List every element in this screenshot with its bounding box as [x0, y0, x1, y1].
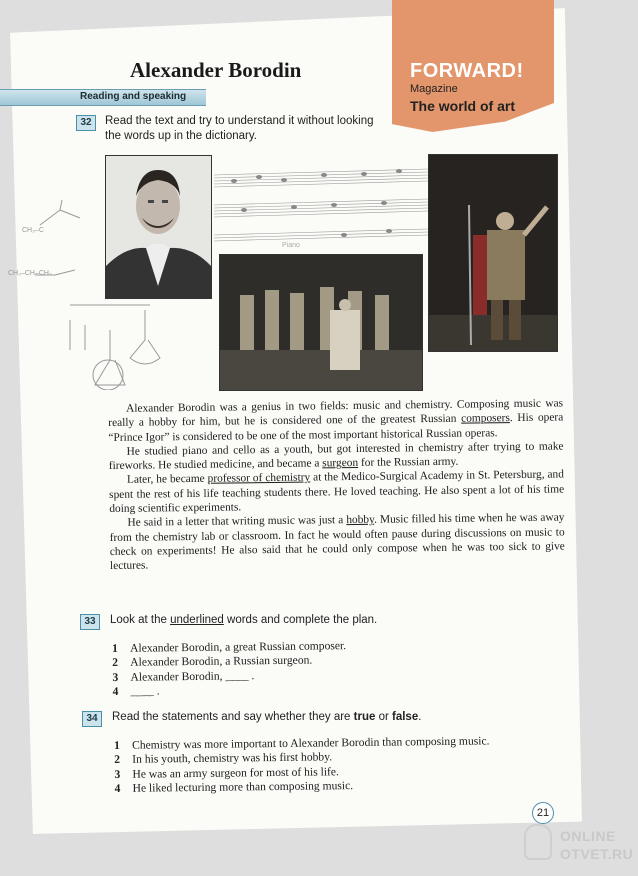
- underlined-word-professor: professor of chemistry: [207, 472, 311, 486]
- underlined-word-composers: composers: [461, 412, 510, 425]
- exercise-33-number: 33: [80, 614, 100, 630]
- list-item: 1 Alexander Borodin, a great Russian composer.: [112, 639, 347, 655]
- prince-igor-photo: [428, 154, 558, 352]
- list-item: 4 ____ .: [112, 684, 160, 698]
- exercise-33-instruction: Look at the underlined words and complete the plan.: [110, 614, 378, 626]
- reading-text: [108, 396, 565, 573]
- exercise-34-number: 34: [82, 711, 102, 727]
- list-item: 3 He was an army surgeon for most of his life.: [114, 764, 339, 781]
- exercise-32-instruction: Read the text and try to understand it without looking the words up in the dictionary.: [105, 115, 374, 142]
- paragraph-4: He said in a letter that writing music was just a hobby. Music filled his time when he was away from the chemistry lab or classroom. In fact he would often pause during discussions on music to check on experiments! He also said that he could only compose when he was too sick to give lectures.: [109, 511, 565, 573]
- magazine-label: Magazine: [410, 83, 458, 95]
- underlined-word-surgeon: surgeon: [322, 457, 359, 470]
- list-item: 3 Alexander Borodin, ____ .: [112, 668, 255, 684]
- page-number: 21: [532, 802, 554, 824]
- svg-text:CH₃–C: CH₃–C: [22, 227, 44, 234]
- list-item: 4 He liked lecturing more than composing music.: [114, 778, 354, 795]
- exercise-34-list: [114, 734, 490, 796]
- watermark-line1: ONLINE: [560, 828, 616, 844]
- list-item: 1 Chemistry was more important to Alexander Borodin than composing music.: [114, 734, 490, 752]
- watermark-line2: OTVET.RU: [560, 846, 634, 862]
- svg-text:CH₃–CH–CH₂: CH₃–CH–CH₂: [8, 270, 52, 277]
- piano-label: Piano: [282, 242, 300, 249]
- opera-stage-photo: [219, 254, 423, 391]
- lightbulb-icon: [524, 824, 552, 860]
- exercise-32-number: 32: [76, 115, 96, 131]
- paragraph-1: Alexander Borodin was a genius in two fields: music and chemistry. Composing music was really a hobby for him, but he is considered one of the greatest Russian composers. His opera “Prince Igor” is considered to be one of the most important historical Russian operas.: [108, 397, 564, 444]
- exercise-33-list: [112, 639, 347, 699]
- paragraph-2: He studied piano and cello as a youth, but got interested in chemistry after trying to make fireworks. He studied medicine, and became a surgeon for the Russian army.: [108, 440, 564, 473]
- magazine-subtitle: The world of art: [410, 98, 515, 114]
- section-label: Reading and speaking: [80, 91, 187, 102]
- list-item: 2 Alexander Borodin, a Russian surgeon.: [112, 653, 313, 670]
- paragraph-3: Later, he became professor of chemistry at the Medico-Surgical Academy in St. Petersburg, and spent the rest of his life teaching students there. He loved teaching. He also spent a lot of his time doing scientific experiments.: [109, 468, 565, 516]
- page-title: Alexander Borodin: [130, 58, 302, 82]
- exercise-34-instruction: Read the statements and say whether they are true or false.: [112, 711, 422, 723]
- underlined-word-hobby: hobby: [346, 514, 375, 527]
- magazine-brand: FORWARD!: [410, 60, 524, 82]
- list-item: 2 In his youth, chemistry was his first hobby.: [114, 750, 333, 767]
- borodin-portrait: [105, 155, 212, 299]
- sheet-music-image: [214, 155, 428, 255]
